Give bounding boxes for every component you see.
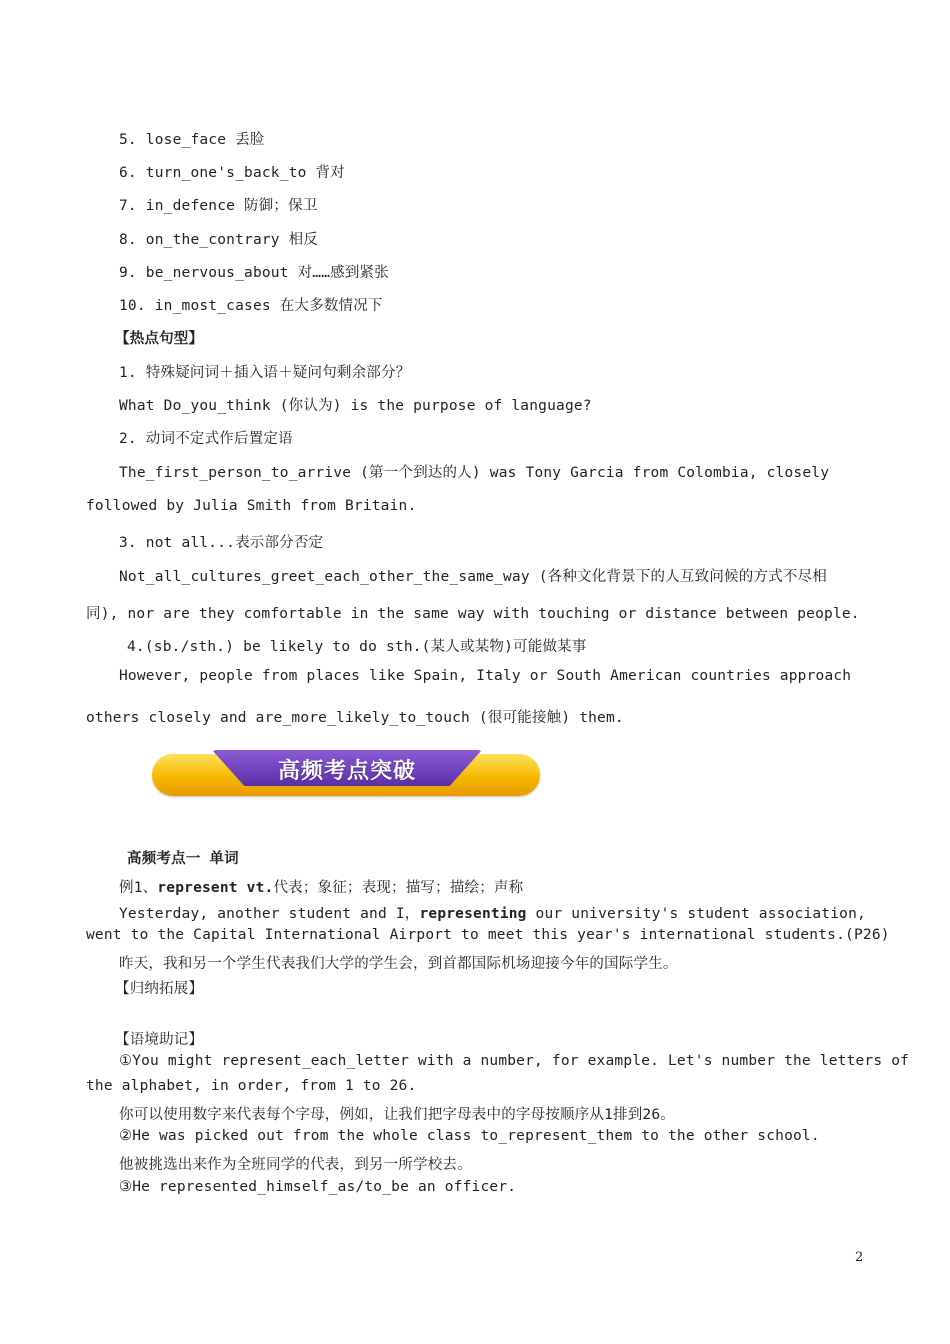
phrase-item: 8. on_the_contrary 相反 xyxy=(119,232,319,248)
example-meaning: 代表；象征；表现；描写；描绘；声称 xyxy=(273,880,524,896)
section-heading: 【热点句型】 xyxy=(115,331,204,347)
page-number: 2 xyxy=(855,1250,864,1265)
pattern-example: others closely and are_more_likely_to_touch (很可能接触) them. xyxy=(86,710,624,726)
context-translation: 他被挑选出来作为全班同学的代表，到另一所学校去。 xyxy=(119,1157,472,1173)
phrase-item: 9. be_nervous_about 对……感到紧张 xyxy=(119,265,389,281)
keypoint-title: 高频考点一 单词 xyxy=(127,851,239,867)
pattern-title: 1. 特殊疑问词＋插入语＋疑问句剩余部分？ xyxy=(119,365,411,381)
phrase-item: 5. lose_face 丢脸 xyxy=(119,132,265,148)
phrase-item: 6. turn_one's_back_to 背对 xyxy=(119,165,345,181)
example-text: Yesterday, another student and I， xyxy=(119,906,420,922)
banner-title: 高频考点突破 xyxy=(277,759,416,784)
context-example: ②He was picked out from the whole class to_represent_them to the other school. xyxy=(119,1128,820,1144)
pattern-title: 3. not all...表示部分否定 xyxy=(119,535,324,551)
example-prefix: 例1、 xyxy=(119,880,158,896)
summary-heading: 【归纳拓展】 xyxy=(115,981,204,997)
example-keyword: representing xyxy=(419,906,527,922)
context-heading: 【语境助记】 xyxy=(115,1032,204,1048)
example-text: our university's student association, xyxy=(526,906,866,922)
example-word: represent vt. xyxy=(157,880,274,896)
example-sentence: went to the Capital International Airport to meet this year's international students.(P26) xyxy=(86,927,890,943)
pattern-example: The_first_person_to_arrive (第一个到达的人) was Tony Garcia from Colombia, closely xyxy=(119,465,830,481)
phrase-item: 7. in_defence 防御；保卫 xyxy=(119,198,318,214)
pattern-title: 2. 动词不定式作后置定语 xyxy=(119,431,293,447)
pattern-example: 同), nor are they comfortable in the same way with touching or distance between people. xyxy=(86,606,860,622)
pattern-example: followed by Julia Smith from Britain. xyxy=(86,498,417,514)
phrase-item: 10. in_most_cases 在大多数情况下 xyxy=(119,298,383,314)
example-heading xyxy=(119,876,523,897)
context-example: ①You might represent_each_letter with a number, for example. Let's number the letters of xyxy=(119,1053,910,1069)
context-example: ③He represented_himself_as/to_be an officer. xyxy=(119,1179,517,1195)
example-sentence xyxy=(119,902,866,923)
context-translation: 你可以使用数字来代表每个字母，例如，让我们把字母表中的字母按顺序从1排到26。 xyxy=(119,1107,675,1123)
context-example: the alphabet, in order, from 1 to 26. xyxy=(86,1078,417,1094)
pattern-example: However, people from places like Spain, Italy or South American countries approach xyxy=(119,668,852,684)
pattern-example: Not_all_cultures_greet_each_other_the_same_way (各种文化背景下的人互致问候的方式不尽相 xyxy=(119,569,827,585)
pattern-title: 4.(sb./sth.) be likely to do sth.(某人或某物)可能做某事 xyxy=(127,639,587,655)
pattern-example: What Do_you_think (你认为) is the purpose of language? xyxy=(119,398,592,414)
example-translation: 昨天，我和另一个学生代表我们大学的学生会，到首都国际机场迎接今年的国际学生。 xyxy=(119,956,678,972)
section-banner xyxy=(152,748,542,798)
